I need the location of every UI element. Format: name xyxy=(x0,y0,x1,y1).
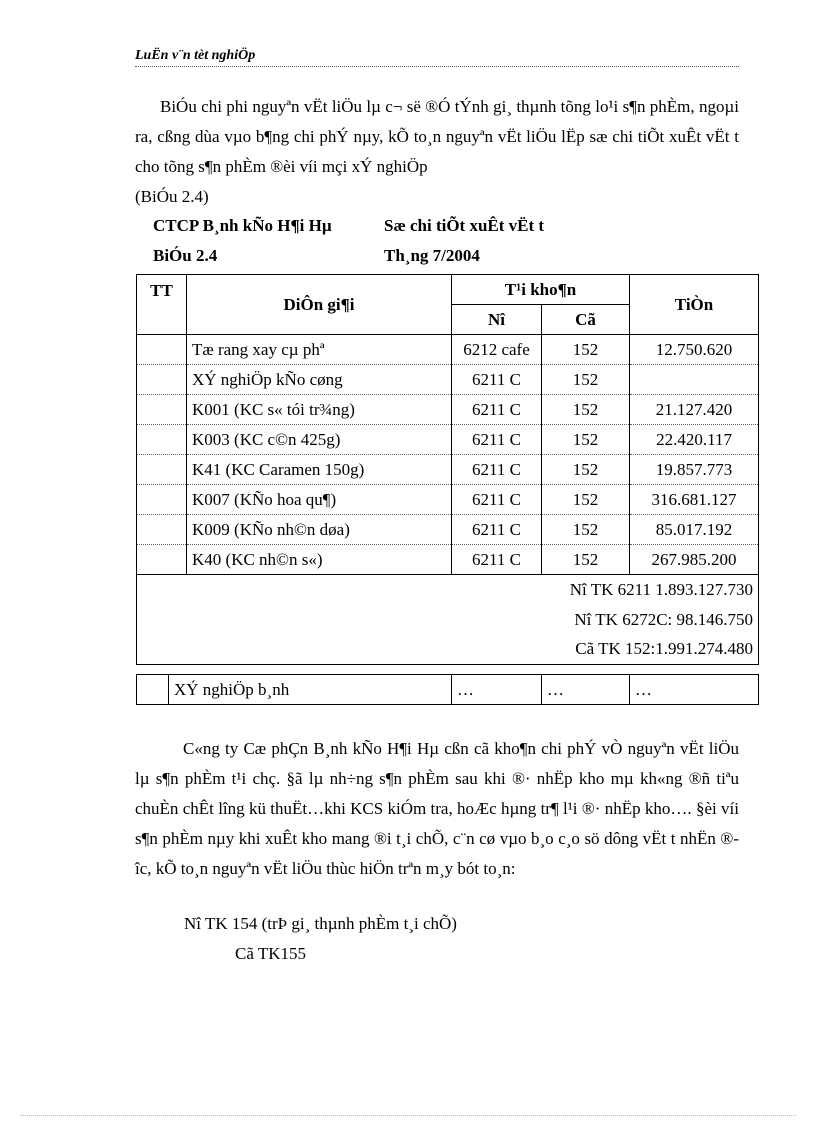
row-credit: 152 xyxy=(542,395,630,425)
row-credit: 152 xyxy=(542,545,630,575)
table-row xyxy=(137,545,759,575)
row-credit: 152 xyxy=(542,515,630,545)
header-amount: TiÒn xyxy=(630,275,759,335)
table-row xyxy=(137,675,759,705)
row-amount: 19.857.773 xyxy=(630,455,759,485)
row-description: K41 (KC Caramen 150g) xyxy=(187,455,452,485)
table-row xyxy=(137,365,759,395)
total-debit-6272c: Nî TK 6272C: 98.146.750 xyxy=(137,605,759,635)
row-description: K40 (KC nh©n s«) xyxy=(187,545,452,575)
total-credit-152: Cã TK 152:1.991.274.480 xyxy=(137,635,759,665)
row-credit: 152 xyxy=(542,365,630,395)
row-debit: 6211 C xyxy=(452,545,542,575)
last-row-table xyxy=(136,674,759,705)
row-credit: 152 xyxy=(542,455,630,485)
table-row xyxy=(137,515,759,545)
row-credit: 152 xyxy=(542,425,630,455)
table-row xyxy=(137,425,759,455)
row-description: K009 (KÑo nh©n døa) xyxy=(187,515,452,545)
total-row xyxy=(137,575,759,605)
row-credit: 152 xyxy=(542,335,630,365)
row-credit: … xyxy=(542,675,630,705)
journal-debit-line: Nî TK 154 (trÞ gi¸ thµnh phÈm t¸i chÕ) xyxy=(184,914,457,933)
total-row xyxy=(137,635,759,665)
total-row xyxy=(137,605,759,635)
table-row xyxy=(137,395,759,425)
row-description: XÝ nghiÖp b¸nh xyxy=(169,675,452,705)
row-description: XÝ nghiÖp kÑo cøng xyxy=(187,365,452,395)
row-amount: 267.985.200 xyxy=(630,545,759,575)
thesis-title: LuËn v¨n tèt nghiÖp xyxy=(135,48,256,63)
header-debit: Nî xyxy=(452,305,542,335)
row-debit: 6211 C xyxy=(452,425,542,455)
row-amount: 21.127.420 xyxy=(630,395,759,425)
ledger-title: Sæ chi tiÕt xuÊt vËt t xyxy=(384,216,545,235)
row-debit: 6211 C xyxy=(452,395,542,425)
row-amount: 85.017.192 xyxy=(630,515,759,545)
header-description: DiÔn gi¶i xyxy=(187,275,452,335)
table-row xyxy=(137,455,759,485)
row-description: K003 (KC c©n 425g) xyxy=(187,425,452,455)
row-debit: … xyxy=(452,675,542,705)
row-amount: 316.681.127 xyxy=(630,485,759,515)
row-amount: … xyxy=(630,675,759,705)
page-header xyxy=(135,48,739,67)
table-row xyxy=(137,335,759,365)
total-debit-6211: Nî TK 6211 1.893.127.730 xyxy=(137,575,759,605)
row-debit: 6211 C xyxy=(452,365,542,395)
ledger-period: Th¸ng 7/2004 xyxy=(384,246,480,265)
row-description: K001 (KC s« tói tr¾ng) xyxy=(187,395,452,425)
second-paragraph: C«ng ty Cæ phÇn B¸nh kÑo H¶i Hµ cßn cã kho¶n chi phÝ vÒ nguyªn vËt liÖu lµ s¶n phÈm t¹i chç. §ã lµ nh÷ng s¶n phÈm sau khi ®· nhËp kho mµ kh«ng ®ñ tiªu chuÈn chÊt lîng kü thuËt…khi KCS kiÓm tra, hoÆc hµng tr¶ l¹i ®· nhËp kho…. §èi víi s¶n phÈm nµy khi xuÊt kho mang ®i t¸i chÕ, c¨n cø vµo b¸o c¸o sö dông vËt t nhËn ®îc, kÕ to¸n nguyªn vËt liÖu thùc hiÖn trªn m¸y bót to¸n: xyxy=(135,739,739,878)
material-issue-ledger-table xyxy=(136,274,759,665)
row-debit: 6211 C xyxy=(452,485,542,515)
row-amount xyxy=(630,365,759,395)
company-name: CTCP B¸nh kÑo H¶i Hµ xyxy=(153,216,332,235)
row-credit: 152 xyxy=(542,485,630,515)
header-account: T¹i kho¶n xyxy=(452,275,630,305)
header-credit: Cã xyxy=(542,305,630,335)
figure-reference: (BiÓu 2.4) xyxy=(135,187,209,206)
intro-paragraph: BiÓu chi phi nguyªn vËt liÖu lµ c¬ së ®Ó tÝnh gi¸ thµnh tõng lo¹i s¶n phÈm, ngoµi ra, cßng dùa vµo b¶ng chi phÝ nµy, kÕ to¸n nguyªn vËt liÖu lËp sæ chi tiÕt xuÊt vËt t cho tõng s¶n phÈm ®èi víi mçi xÝ nghiÖp xyxy=(135,97,739,176)
row-description: K007 (KÑo hoa qu¶) xyxy=(187,485,452,515)
row-amount: 22.420.117 xyxy=(630,425,759,455)
journal-credit-line: Cã TK155 xyxy=(235,944,306,963)
row-debit: 6211 C xyxy=(452,515,542,545)
row-description: Tæ rang xay cµ phª xyxy=(187,335,452,365)
row-debit: 6212 cafe xyxy=(452,335,542,365)
page-bottom-divider xyxy=(20,1115,796,1116)
header-tt: TT xyxy=(137,275,187,335)
form-number: BiÓu 2.4 xyxy=(153,246,218,265)
row-debit: 6211 C xyxy=(452,455,542,485)
row-amount: 12.750.620 xyxy=(630,335,759,365)
table-row xyxy=(137,485,759,515)
